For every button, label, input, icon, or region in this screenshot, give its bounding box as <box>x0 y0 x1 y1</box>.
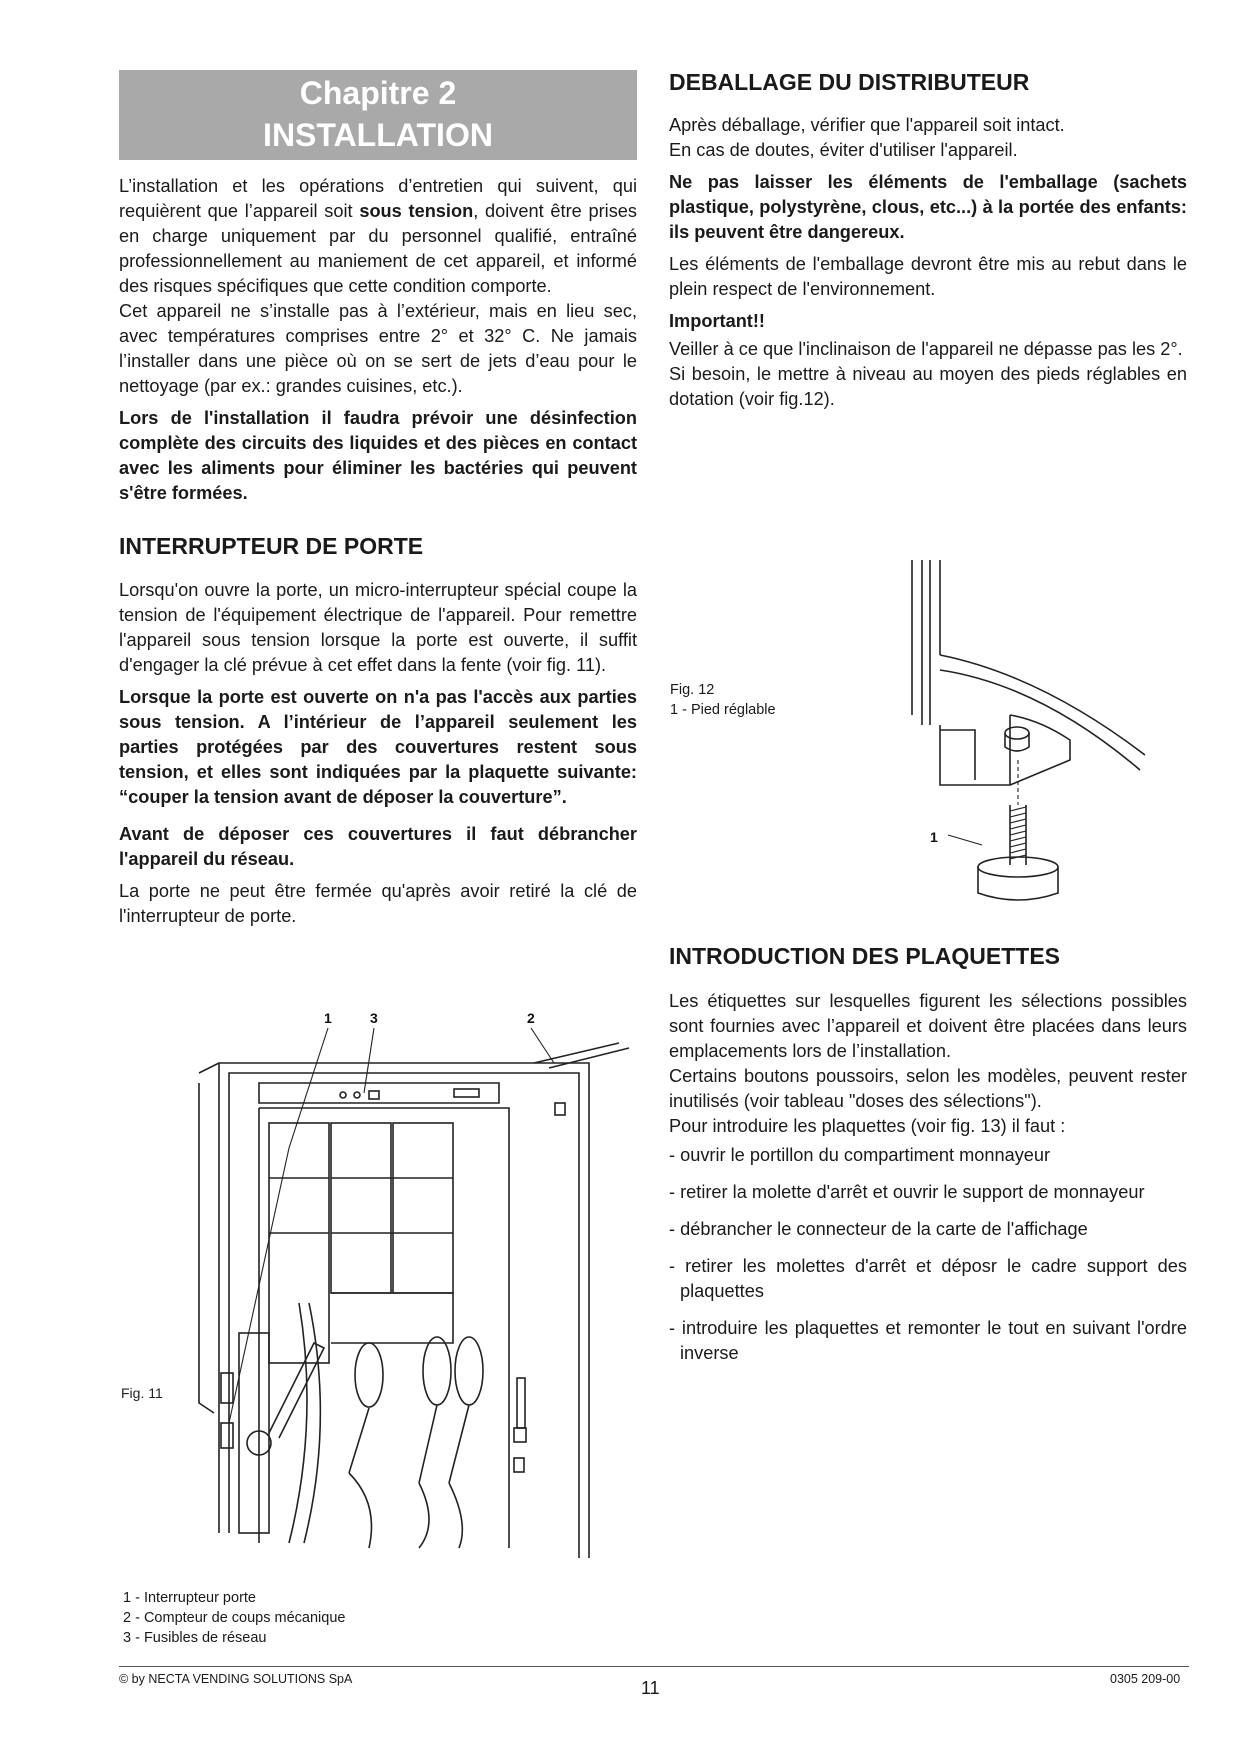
door-switch-heading: INTERRUPTEUR DE PORTE <box>119 533 424 559</box>
intro-paragraph-1 <box>119 174 637 299</box>
intro-paragraph-2: Cet appareil ne s’installe pas à l’extérieur, mais en lieu sec, avec températures comprises entre 2° et 32° C. Ne jamais l’installer dans une pièce où on se sert de jets d’eau pour le nettoyage (par ex.: grandes cuisines, etc.). <box>119 301 637 396</box>
intro-warning: Lors de l'installation il faudra prévoir une désinfection complète des circuits des liquides et des pièces en contact avec les aliments pour éliminer les bactéries qui peuvent s'être formées. <box>119 408 637 503</box>
fig11-callout-2: 2 <box>527 1010 535 1026</box>
door-warning-1: Lorsque la porte est ouverte on n'a pas l'accès aux parties sous tension. A l’intérieur de l’appareil seulement les parties protégées par des couvertures restent sous tension, et elles sont indiquées par la plaquette suivante: “couper la tension avant de déposer la couverture”. <box>119 687 637 807</box>
unpack-paragraph-1: Après déballage, vérifier que l'appareil soit intact. <box>669 115 1065 135</box>
plates-paragraph-3: Pour introduire les plaquettes (voir fig. 13) il faut : <box>669 1116 1066 1136</box>
important-label: Important!! <box>669 311 765 331</box>
footer-copyright: © by NECTA VENDING SOLUTIONS SpA <box>119 1672 353 1686</box>
footer-doc-code: 0305 209-00 <box>1110 1672 1181 1686</box>
right-column-top <box>669 68 1187 412</box>
intro-text-cont: , doivent être prises en charge uniquement par du personnel qualifié, entraîné professionnellement au maniement de cet appareil, et informé des risques spécifiques que cette condition comporte. <box>119 201 637 296</box>
unpack-paragraph-2: En cas de doutes, éviter d'utiliser l'appareil. <box>669 140 1018 160</box>
unpack-warning: Ne pas laisser les éléments de l'emballage (sachets plastique, polystyrène, clous, etc...) à la portée des enfants: ils peuvent être dangereux. <box>669 172 1187 242</box>
fig11-callout-1: 1 <box>324 1010 332 1026</box>
important-paragraph-2: Si besoin, le mettre à niveau au moyen des pieds réglables en dotation (voir fig.12). <box>669 364 1187 409</box>
plates-paragraph-1: Les étiquettes sur lesquelles figurent les sélections possibles sont fournies avec l’appareil et doivent être placées dans leurs emplacements lors de l’installation. <box>669 991 1187 1061</box>
important-paragraph-1: Veiller à ce que l'inclinaison de l'appareil ne dépasse pas les 2°. <box>669 339 1183 359</box>
plates-paragraph-2: Certains boutons poussoirs, selon les modèles, peuvent rester inutilisés (voir tableau "doses des sélections"). <box>669 1066 1187 1111</box>
chapter-banner <box>119 70 637 160</box>
fig12-caption <box>670 680 776 720</box>
plates-step: - ouvrir le portillon du compartiment monnayeur <box>669 1145 1051 1165</box>
intro-text: L’installation et les opérations d’entretien qui suivent, qui requièrent que l’appareil soit <box>119 176 637 221</box>
unpack-paragraph-4: Les éléments de l'emballage devront être mis au rebut dans le plein respect de l'environnement. <box>669 254 1187 299</box>
fig11-label: Fig. 11 <box>121 1385 163 1401</box>
fig11-legend-item: 1 - Interrupteur porte <box>123 1590 256 1606</box>
door-paragraph-1: Lorsqu'on ouvre la porte, un micro-interrupteur spécial coupe la tension de l'équipement électrique de l'appareil. Pour remettre l'appareil sous tension lorsque la porte est ouverte, il suffit d'engager la clé prévue à cet effet dans la fente (voir fig. 11). <box>119 580 637 675</box>
door-paragraph-4: La porte ne peut être fermée qu'après avoir retiré la clé de l'interrupteur de porte. <box>119 881 637 926</box>
unpacking-heading: DEBALLAGE DU DISTRIBUTEUR <box>669 69 1030 95</box>
figure-11-drawing <box>119 1003 639 1571</box>
fig12-legend: 1 - Pied réglable <box>670 702 776 718</box>
footer-rule <box>119 1666 1189 1667</box>
fig12-label: Fig. 12 <box>670 682 715 698</box>
plates-step: - retirer les molettes d'arrêt et déposr le cadre support des plaquettes <box>669 1256 1187 1301</box>
chapter-number: Chapitre 2 <box>299 75 457 111</box>
page-number: 11 <box>641 1678 660 1698</box>
intro-emphasis: sous tension <box>359 201 474 221</box>
fig11-callout-3: 3 <box>370 1010 378 1026</box>
plates-step: - débrancher le connecteur de la carte de l'affichage <box>669 1219 1088 1239</box>
fig12-callout-1: 1 <box>930 829 938 845</box>
plates-heading: INTRODUCTION DES PLAQUETTES <box>669 943 1061 969</box>
left-column <box>119 70 637 929</box>
door-warning-2: Avant de déposer ces couvertures il faut débrancher l'appareil du réseau. <box>119 824 637 869</box>
fig11-legend-item: 2 - Compteur de coups mécanique <box>123 1610 346 1626</box>
chapter-title: INSTALLATION <box>263 117 493 153</box>
plates-step: - retirer la molette d'arrêt et ouvrir le support de monnayeur <box>669 1182 1145 1202</box>
figure-12-drawing <box>900 555 1160 915</box>
fig11-legend-item: 3 - Fusibles de réseau <box>123 1630 267 1646</box>
plates-step: - introduire les plaquettes et remonter le tout en suivant l'ordre inverse <box>669 1318 1187 1363</box>
fig11-legend <box>123 1588 345 1648</box>
right-column-bottom <box>669 942 1187 1366</box>
